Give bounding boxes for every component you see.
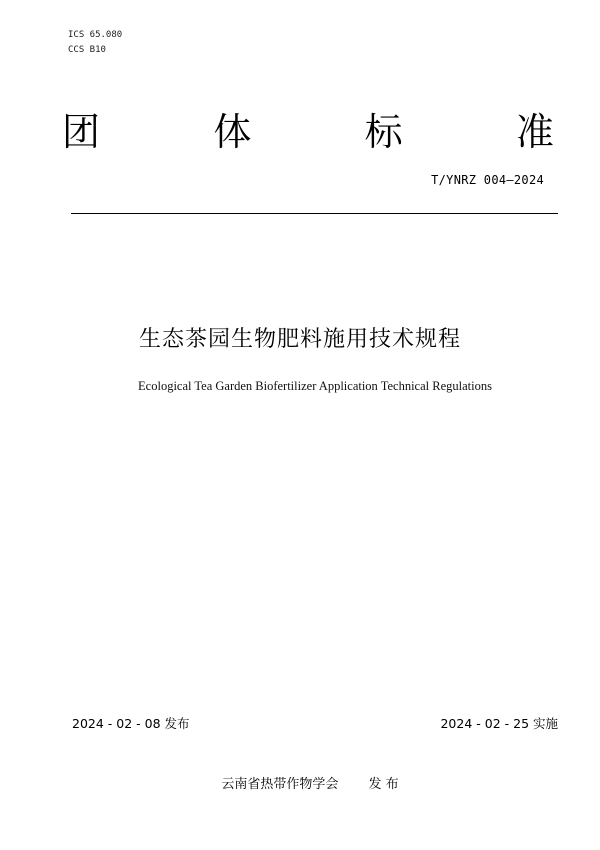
- issuer-action: 发 布: [368, 777, 399, 792]
- standard-number: T/YNRZ 004—2024: [431, 173, 544, 187]
- document-title-cn: 生态茶园生物肥料施用技术规程: [138, 327, 461, 352]
- heading-char-2: 体: [213, 110, 252, 154]
- heading-char-3: 标: [364, 110, 403, 154]
- heading-char-1: 团: [62, 110, 101, 154]
- implement-date: 2024 - 02 - 25 实施: [440, 716, 558, 731]
- ccs-code: CCS B10: [68, 45, 106, 55]
- header-divider: [71, 213, 558, 214]
- standard-type-heading: [62, 108, 554, 156]
- publish-date: 2024 - 02 - 08 发布: [72, 716, 190, 731]
- issuer-name: 云南省热带作物学会: [221, 777, 339, 792]
- heading-char-4: 准: [515, 110, 554, 154]
- document-title-en: Ecological Tea Garden Biofertilizer Application Technical Regulations: [138, 379, 492, 393]
- issuer-line: [0, 776, 600, 794]
- ics-code: ICS 65.080: [68, 30, 123, 40]
- classification-codes: [68, 28, 122, 58]
